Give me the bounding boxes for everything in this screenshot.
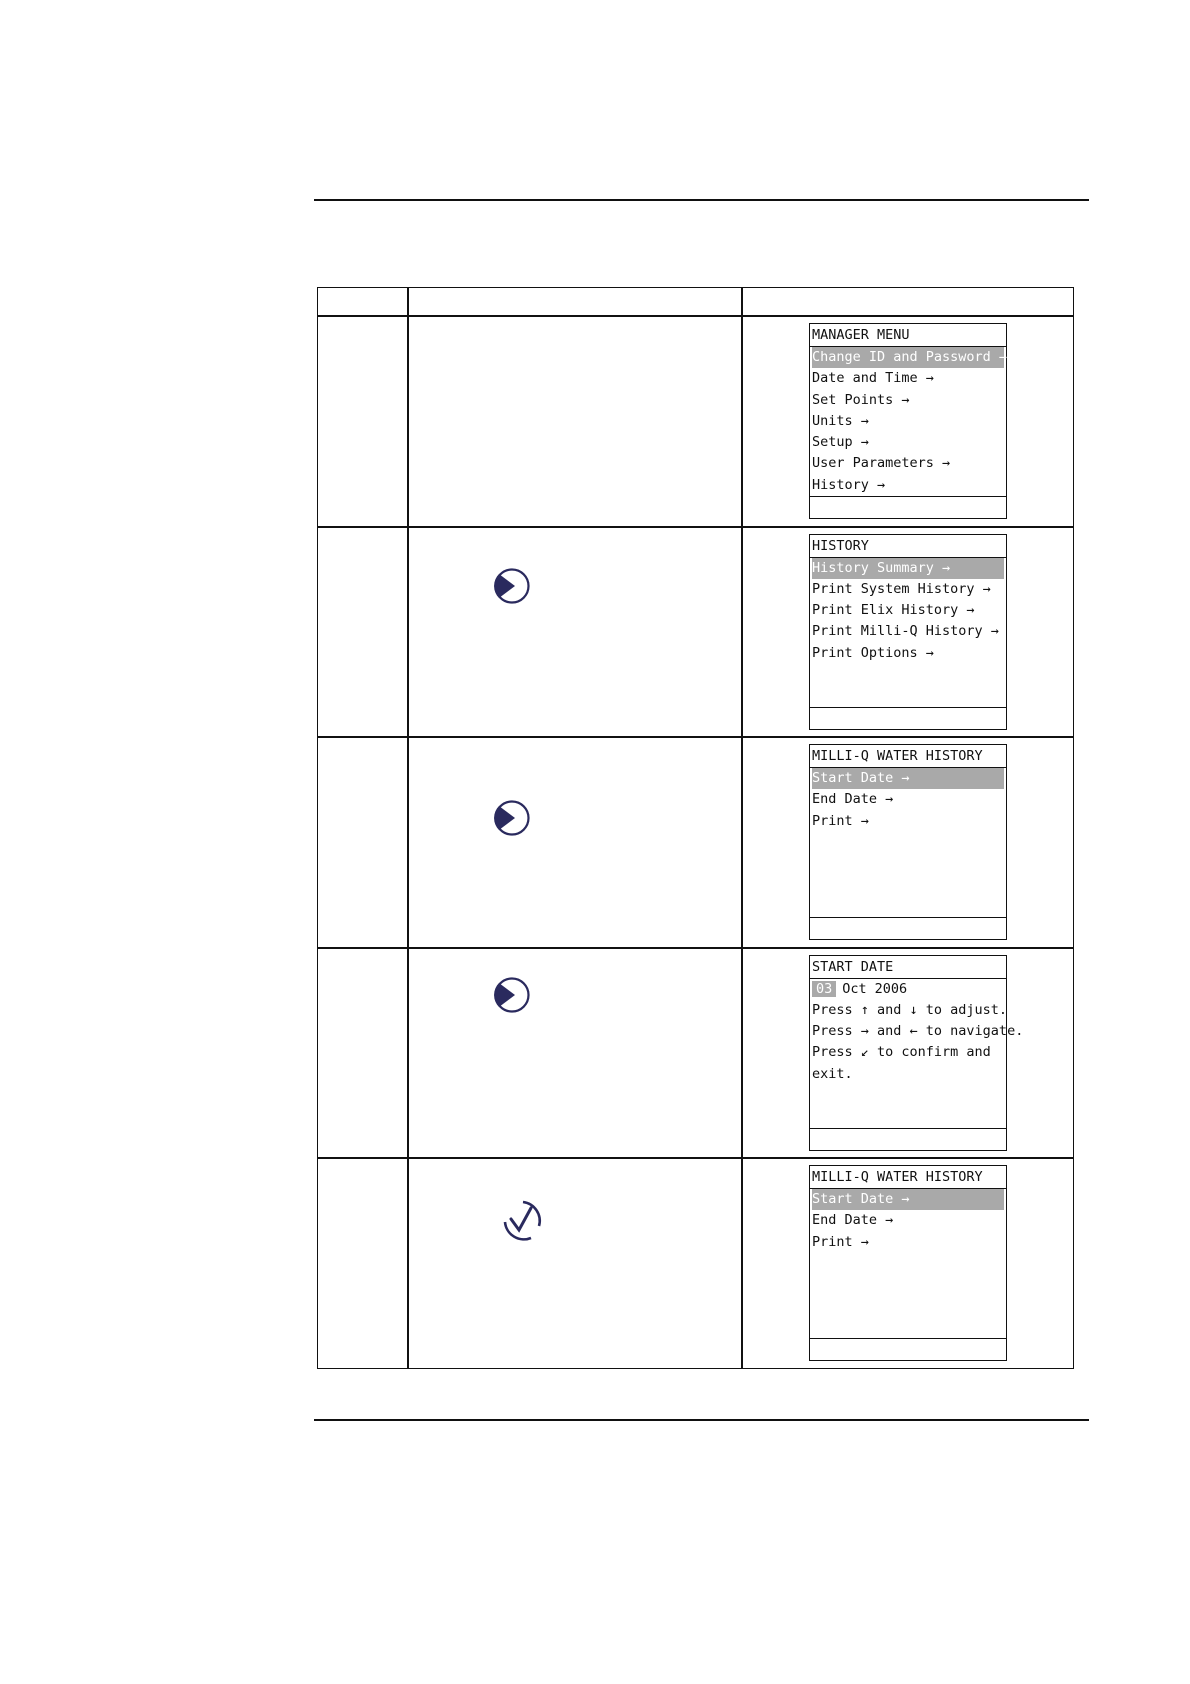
procedure-table bbox=[317, 287, 1074, 1369]
lcd-screen bbox=[809, 1165, 1007, 1361]
menu-item: Date and Time → bbox=[812, 370, 934, 387]
menu-item: Print → bbox=[812, 812, 869, 829]
screen-title: MILLI-Q WATER HISTORY bbox=[810, 1166, 1006, 1189]
menu-item: Print System History → bbox=[812, 580, 991, 597]
top-rule bbox=[314, 199, 1089, 201]
confirm-check-key-icon bbox=[493, 1192, 547, 1246]
table-row bbox=[318, 948, 1073, 1158]
table-row bbox=[318, 316, 1073, 526]
menu-item-selected: History Summary → bbox=[812, 558, 1004, 579]
right-arrow-key-icon bbox=[493, 567, 531, 605]
menu-item: Print Elix History → bbox=[812, 602, 975, 619]
right-arrow-key-icon bbox=[493, 799, 531, 837]
screen-footer bbox=[810, 496, 1006, 518]
lcd-screen bbox=[809, 955, 1024, 1151]
menu-item: Press → and ← to navigate. bbox=[812, 1023, 1024, 1040]
menu-item: Setup → bbox=[812, 434, 869, 451]
lcd-screen bbox=[809, 744, 1007, 940]
screen-title: START DATE bbox=[810, 956, 1006, 979]
lcd-screen bbox=[809, 323, 1007, 519]
date-month-field: Oct bbox=[842, 980, 867, 997]
screen-title: HISTORY bbox=[810, 535, 1006, 558]
table-row bbox=[318, 527, 1073, 737]
menu-item-selected: Change ID and Password → bbox=[812, 347, 1004, 368]
menu-item: Press ↙ to confirm and bbox=[812, 1044, 991, 1061]
screen-footer bbox=[810, 707, 1006, 729]
menu-item: Print Milli-Q History → bbox=[812, 623, 999, 640]
screen-title: MILLI-Q WATER HISTORY bbox=[810, 745, 1006, 768]
bottom-rule bbox=[314, 1419, 1089, 1421]
menu-item: End Date → bbox=[812, 791, 894, 808]
date-value bbox=[810, 979, 1006, 1000]
screen-footer bbox=[810, 917, 1006, 939]
menu-item: End Date → bbox=[812, 1212, 894, 1229]
menu-item-selected: Start Date → bbox=[812, 768, 1004, 789]
screen-footer bbox=[810, 1128, 1006, 1150]
right-arrow-key-icon bbox=[493, 976, 531, 1014]
menu-item: Press ↑ and ↓ to adjust. bbox=[812, 1001, 1008, 1018]
table-row bbox=[318, 737, 1073, 947]
menu-item-selected: Start Date → bbox=[812, 1189, 1004, 1210]
menu-item: History → bbox=[812, 476, 886, 493]
lcd-screen bbox=[809, 534, 1007, 730]
menu-item: Print → bbox=[812, 1233, 869, 1250]
table-header-row bbox=[318, 288, 1073, 316]
table-row bbox=[318, 1158, 1073, 1368]
screen-footer bbox=[810, 1338, 1006, 1360]
menu-item: Print Options → bbox=[812, 644, 934, 661]
menu-item: Set Points → bbox=[812, 391, 910, 408]
menu-item: User Parameters → bbox=[812, 455, 951, 472]
menu-item: Units → bbox=[812, 412, 869, 429]
screen-title: MANAGER MENU bbox=[810, 324, 1006, 347]
menu-item: exit. bbox=[812, 1065, 853, 1082]
date-day-field: 03 bbox=[812, 981, 836, 997]
date-year-field: 2006 bbox=[874, 980, 908, 997]
